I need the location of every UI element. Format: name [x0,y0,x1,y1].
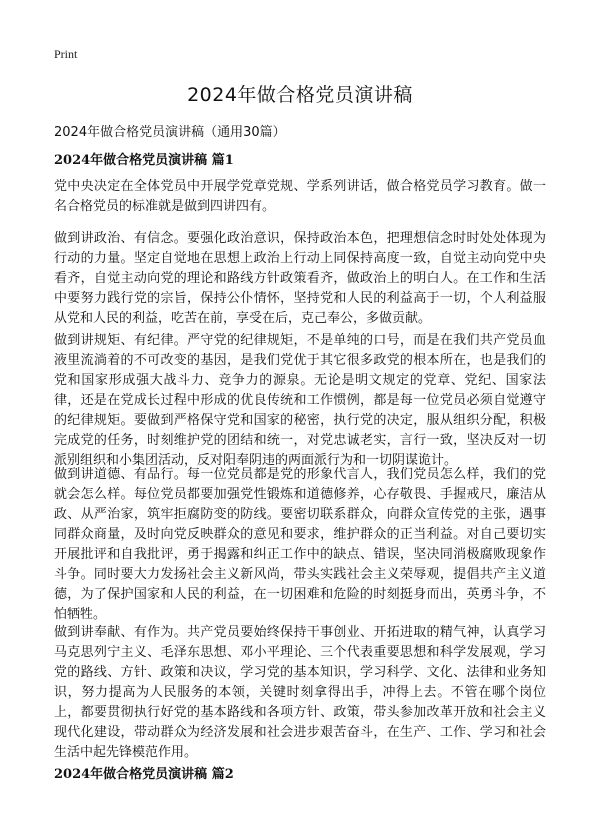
document-subtitle: 2024年做合格党员演讲稿（通用30篇） [54,125,286,140]
section-heading-1: 2024年做合格党员演讲稿 篇1 [54,153,234,168]
paragraph-politics: 做到讲政治、有信念。要强化政治意识，保持政治本色，把理想信念时时处处体现为行动的力量。坚定自觉地在思想上政治上行动上同保持高度一致，自觉主动向党中央看齐，自觉主动向党的理论和路线方针政策看齐，做政治上的明白人。在工作和生活中要努力践行党的宗旨，保持公仆情怀，坚持党和人民的利益高于一切，个人利益服从党和人民的利益，吃苦在前，享受在后，克己奉公，多做贡献。 [54,231,546,326]
paragraph-morality: 做到讲道德、有品行。每一位党员都是党的形象代言人，我们党员怎么样，我们的党就会怎么样。每位党员都要加强党性锻炼和道德修养，心存敬畏、手握戒尺，廉洁从政、从严治家，筑牢拒腐防变的防线。要密切联系群众，向群众宣传党的主张，遇事同群众商量，及时向党反映群众的意见和要求，维护群众的正当利益。对自己要切实开展批评和自我批评，勇于揭露和纠正工作中的缺点、错误，坚决同消极腐败现象作斗争。同时要大力发扬社会主义新风尚，带头实践社会主义荣辱观，提倡共产主义道德，为了保护国家和人民的利益，在一切困难和危险的时刻挺身而出，英勇斗争，不怕牺牲。 [54,467,546,622]
paragraph-discipline: 做到讲规矩、有纪律。严守党的纪律规矩，不是单纯的口号，而是在我们共产党员血液里流淌着的不可改变的基因，是我们党优于其它很多政党的根本所在，也是我们的党和国家形成强大战斗力、竞争力的源泉。无论是明文规定的党章、党纪、国家法律，还是在党成长过程中形成的优良传统和工作惯例，都是每一位党员必须自觉遵守的纪律规矩。要做到严格保守党和国家的秘密，执行党的决定，服从组织分配，积极完成党的任务，时刻维护党的团结和统一，对党忠诚老实，言行一致，坚决反对一切派别组织和小集团活动，反对阳奉阴违的两面派行为和一切阴谋诡计。 [54,333,546,468]
paragraph-intro: 党中央决定在全体党员中开展学党章党规、学系列讲话，做合格党员学习教育。做一名合格党员的标准就是做到四讲四有。 [54,179,546,214]
paragraph-dedication: 做到讲奉献、有作为。共产党员要始终保持干事创业、开拓进取的精气神，认真学习马克思列宁主义、毛泽东思想、邓小平理论、三个代表重要思想和科学发展观，学习党的路线、方针、政策和决议，学习党的基本知识，学习科学、文化、法律和业务知识，努力提高为人民服务的本领，关键时刻拿得出手，冲得上去。不管在哪个岗位上，都要贯彻执行好党的基本路线和各项方针、政策，带头参加改革开放和社会主义现代化建设，带动群众为经济发展和社会进步艰苦奋斗，在生产、工作、学习和社会生活中起先锋模范作用。 [54,625,546,760]
page-title: 2024年做合格党员演讲稿 [187,84,413,106]
print-link[interactable]: Print [54,47,78,61]
section-heading-2: 2024年做合格党员演讲稿 篇2 [54,767,234,782]
